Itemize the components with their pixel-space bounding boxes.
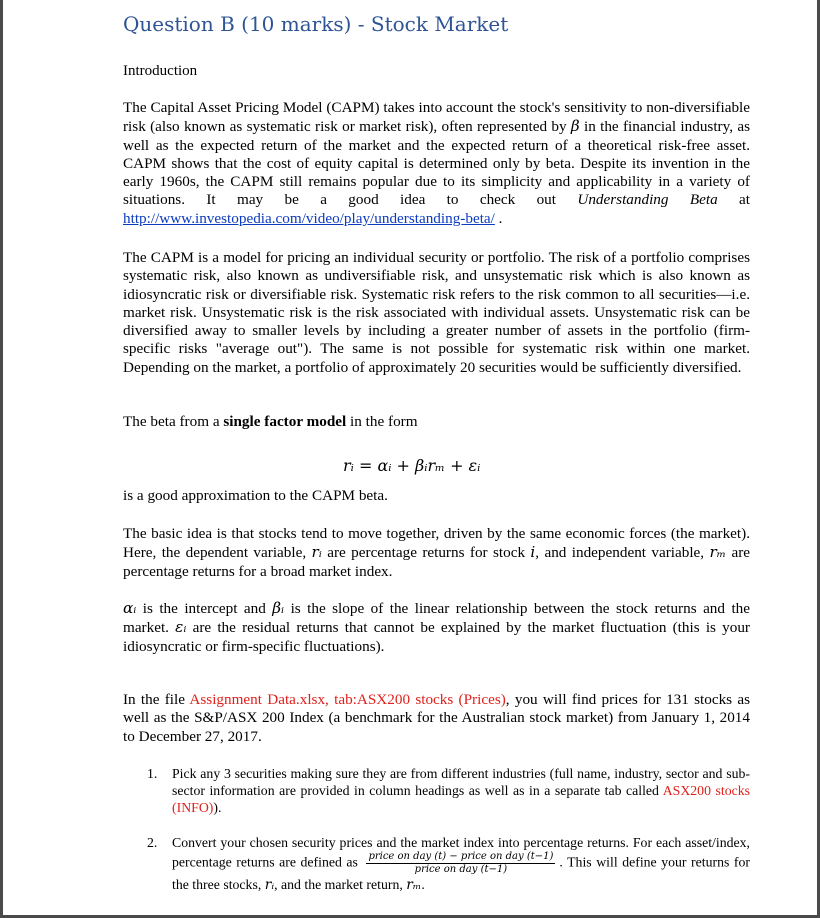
fraction-numerator: price on day (t) − price on day (t−1) bbox=[368, 851, 554, 862]
paragraph-assignment-data bbox=[123, 691, 750, 746]
p6-text-c: are the residual returns that cannot be explained by the market fluctuation (this is your idiosyncratic or firm-specific fluctuations). bbox=[123, 619, 750, 655]
section-label-introduction: Introduction bbox=[123, 63, 198, 79]
single-factor-model-term: single factor model bbox=[223, 413, 347, 430]
p3-text-b: in the form bbox=[346, 413, 418, 430]
task-item-1 bbox=[147, 765, 750, 816]
p5-text-c: , and independent variable, bbox=[535, 544, 710, 562]
epsilon-symbol: εᵢ bbox=[175, 618, 187, 637]
p1-text-b: in the financial industry, as well as the expected return of the market and the expected return of a theoretical risk-free asset. CAPM shows that the cost of equity capital is determined only by beta. Despite its invention in the early 1960s, the CAPM still remains popular due to its simplicity and applicability in a variety of situations. It may be a good idea to check out bbox=[123, 118, 750, 209]
p5-text-a: The basic idea is that stocks tend to move together, driven by the same economic forces (the market). Here, the dependent variable, bbox=[123, 525, 750, 562]
task2-text-a: Convert your chosen security prices and the market index into percentage returns. For each asset/index, percentage returns are defined as bbox=[172, 835, 750, 870]
paragraph-capm-intro bbox=[123, 99, 750, 228]
p1-text-c: at bbox=[717, 191, 750, 209]
percentage-return-fraction bbox=[366, 851, 555, 876]
paragraph-basic-idea bbox=[123, 525, 750, 581]
p7-text-b: , you will find prices for 131 stocks as well as the S&P/ASX 200 Index (a benchmark for the Australian stock market) from January 1, 2014 to December 27, 2017. bbox=[123, 691, 751, 745]
task1-text-a: Pick any 3 securities making sure they are from different industries (full name, industry, sector and sub-sector information are provided in column headings as well as in a separate tab called bbox=[172, 766, 750, 798]
assignment-file-reference: Assignment Data.xlsx, tab:ASX200 stocks (Prices) bbox=[189, 691, 506, 708]
p3-text-a: The beta from a bbox=[123, 413, 224, 430]
task2-rm-symbol: rₘ bbox=[406, 877, 422, 893]
task-number-2: 2. bbox=[147, 835, 158, 850]
paragraph-approximation: is a good approximation to the CAPM beta. bbox=[123, 487, 388, 504]
investopedia-link[interactable]: http://www.investopedia.com/video/play/understanding-beta/ bbox=[123, 209, 495, 227]
p5-text-d: are percentage returns for a broad market index. bbox=[123, 544, 750, 580]
info-tab-reference: ASX200 stocks (INFO) bbox=[172, 783, 750, 815]
task-body-2 bbox=[172, 834, 750, 894]
single-factor-formula: rᵢ = αᵢ + βᵢrₘ + εᵢ bbox=[343, 456, 481, 475]
understanding-beta-title: Understanding Beta bbox=[577, 191, 718, 209]
paragraph-capm-risk: The CAPM is a model for pricing an individual security or portfolio. The risk of a portfolio comprises systematic risk, also known as undiversifiable risk, and unsystematic risk which is also known as idiosyncratic risk or diversifiable risk. Systematic risk refers to the risk common to all securities—i.e. market risk. Unsystematic risk is the risk associated with individual assets. Unsystematic risk can be diversified away to smaller levels by including a greater number of assets in the portfolio (firm-specific risks "average out"). The same is not possible for systematic risk within one market. Depending on the market, a portfolio of approximately 20 securities would be sufficiently diversified. bbox=[123, 249, 750, 376]
task-number-1: 1. bbox=[147, 766, 158, 781]
task2-ri-symbol: rᵢ bbox=[264, 877, 275, 893]
task-item-2 bbox=[147, 834, 750, 894]
fraction-denominator: price on day (t−1) bbox=[414, 864, 508, 875]
task2-text-b: . This will define your returns for the three stocks, bbox=[172, 854, 750, 892]
ri-symbol: rᵢ bbox=[311, 543, 322, 562]
p1-text-a: The Capital Asset Pricing Model (CAPM) takes into account the stock's sensitivity to non-diversifiable risk (also known as systematic risk or market risk), often represented by bbox=[123, 99, 750, 136]
paragraph-alpha-beta bbox=[123, 599, 750, 656]
p7-text-a: In the file bbox=[123, 691, 190, 708]
task2-text-d: . bbox=[421, 877, 425, 892]
alpha-symbol: αᵢ bbox=[123, 599, 137, 617]
p6-text-a: is the intercept and bbox=[136, 600, 273, 617]
task1-text-b: ). bbox=[213, 800, 222, 815]
page-border-left bbox=[0, 0, 3, 918]
task-body-1 bbox=[172, 765, 750, 816]
question-title: Question B (10 marks) - Stock Market bbox=[123, 12, 509, 36]
rm-symbol: rₘ bbox=[709, 543, 727, 562]
p6-text-b: is the slope of the linear relationship between the stock returns and the market. bbox=[123, 600, 750, 637]
beta-i-symbol: βᵢ bbox=[272, 599, 285, 617]
task2-text-c: , and the market return, bbox=[274, 877, 407, 892]
i-symbol: i bbox=[530, 543, 536, 562]
paragraph-beta-intro bbox=[123, 413, 750, 431]
p1-text-d: . bbox=[494, 209, 503, 227]
beta-symbol: β bbox=[570, 117, 580, 136]
p5-text-b: are percentage returns for stock bbox=[321, 544, 531, 562]
